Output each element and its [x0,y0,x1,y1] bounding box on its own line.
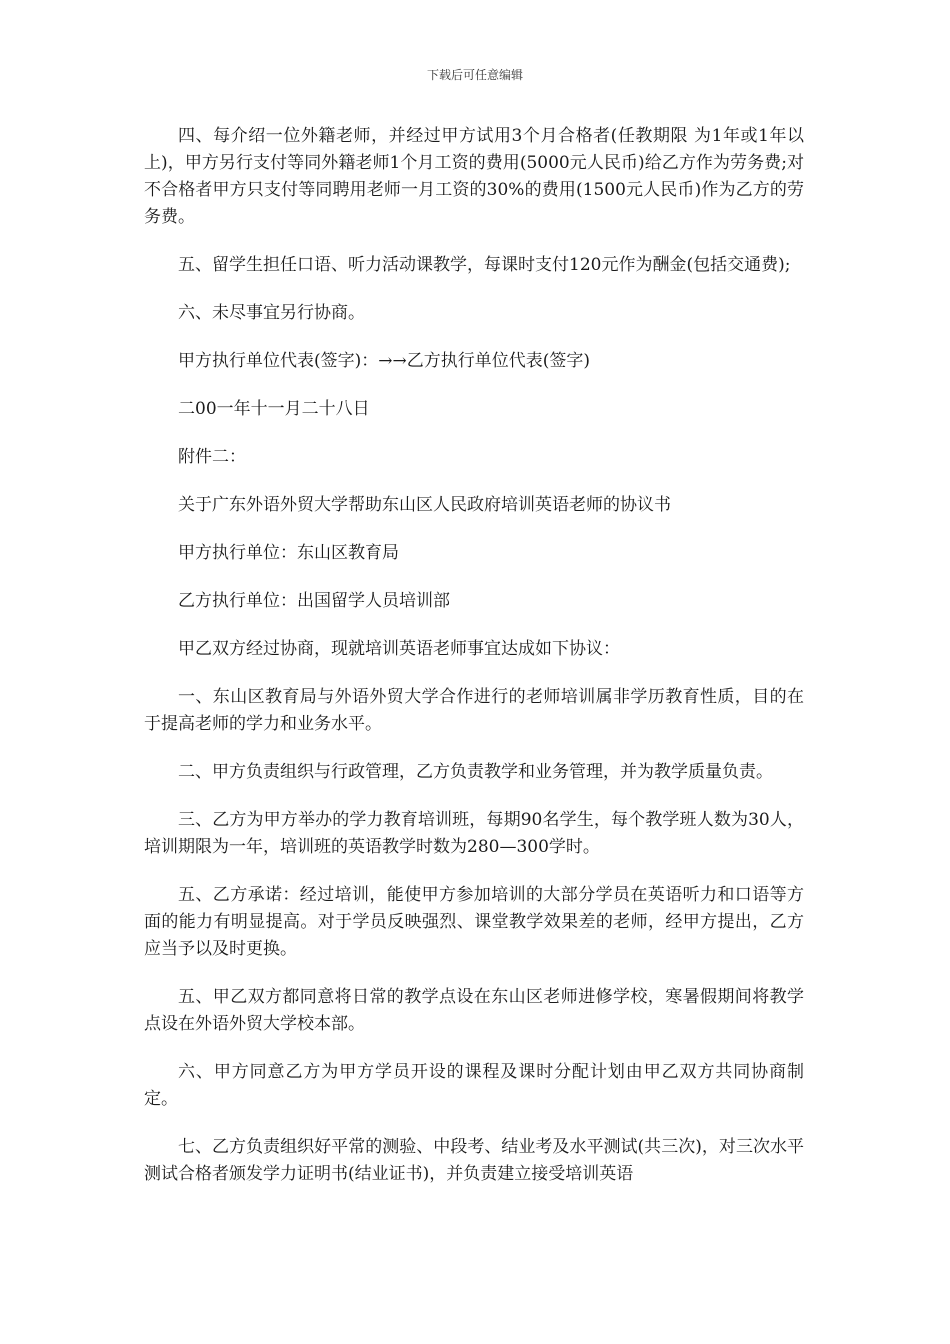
paragraph-clause-2: 二、甲方负责组织与行政管理，乙方负责教学和业务管理，并为教学质量负责。 [178,762,773,782]
paragraph-clause-4-foreign-teacher-fee: 四、每介绍一位外籍老师，并经过甲方试用3个月合格者(任教期限 为1年或1年以上)，甲方另行支付等同外籍老师1个月工资的费用(5000元人民币)给乙方作为劳务费;对不合格者甲方只支付等同聘用老师一月工资的30%的费用(1500元人民币)作为乙方的劳务费。 [144,126,804,227]
paragraph-clause-5b: 五、甲乙双方都同意将日常的教学点设在东山区老师进修学校，寒暑假期间将教学点设在外语外贸大学校本部。 [144,987,804,1034]
paragraph-date: 二00一年十一月二十八日 [178,399,370,419]
paragraph-clause-5a: 五、乙方承诺：经过培训，能使甲方参加培训的大部分学员在英语听力和口语等方面的能力有明显提高。对于学员反映强烈、课堂教学效果差的老师，经甲方提出，乙方应当予以及时更换。 [144,885,804,959]
paragraph-clause-5-student-lecture-fee: 五、留学生担任口语、听力活动课教学，每课时支付120元作为酬金(包括交通费); [178,255,791,275]
paragraph-party-a: 甲方执行单位：东山区教育局 [178,543,399,563]
paragraph-preamble: 甲乙双方经过协商，现就培训英语老师事宜达成如下协议： [178,639,620,659]
document-body [144,123,804,1209]
paragraph-clause-3: 三、乙方为甲方举办的学力教育培训班，每期90名学生，每个教学班人数为30人，培训期限为一年，培训班的英语教学时数为280—300学时。 [144,810,804,857]
paragraph-party-b: 乙方执行单位：出国留学人员培训部 [178,591,450,611]
paragraph-clause-6: 六、甲方同意乙方为甲方学员开设的课程及课时分配计划由甲乙双方共同协商制定。 [144,1062,804,1109]
page-header: 下载后可任意编辑 [426,68,523,82]
paragraph-attachment-label: 附件二： [178,447,246,467]
paragraph-clause-6-other-matters: 六、未尽事宜另行协商。 [178,303,365,323]
paragraph-signatures: 甲方执行单位代表(签字)：→→乙方执行单位代表(签字) [178,351,591,371]
paragraph-clause-7: 七、乙方负责组织好平常的测验、中段考、结业考及水平测试(共三次)，对三次水平测试合格者颁发学力证明书(结业证书)，并负责建立接受培训英语 [144,1137,804,1184]
paragraph-agreement-title: 关于广东外语外贸大学帮助东山区人民政府培训英语老师的协议书 [178,495,671,515]
paragraph-clause-1: 一、东山区教育局与外语外贸大学合作进行的老师培训属非学历教育性质，目的在于提高老师的学力和业务水平。 [144,687,804,734]
